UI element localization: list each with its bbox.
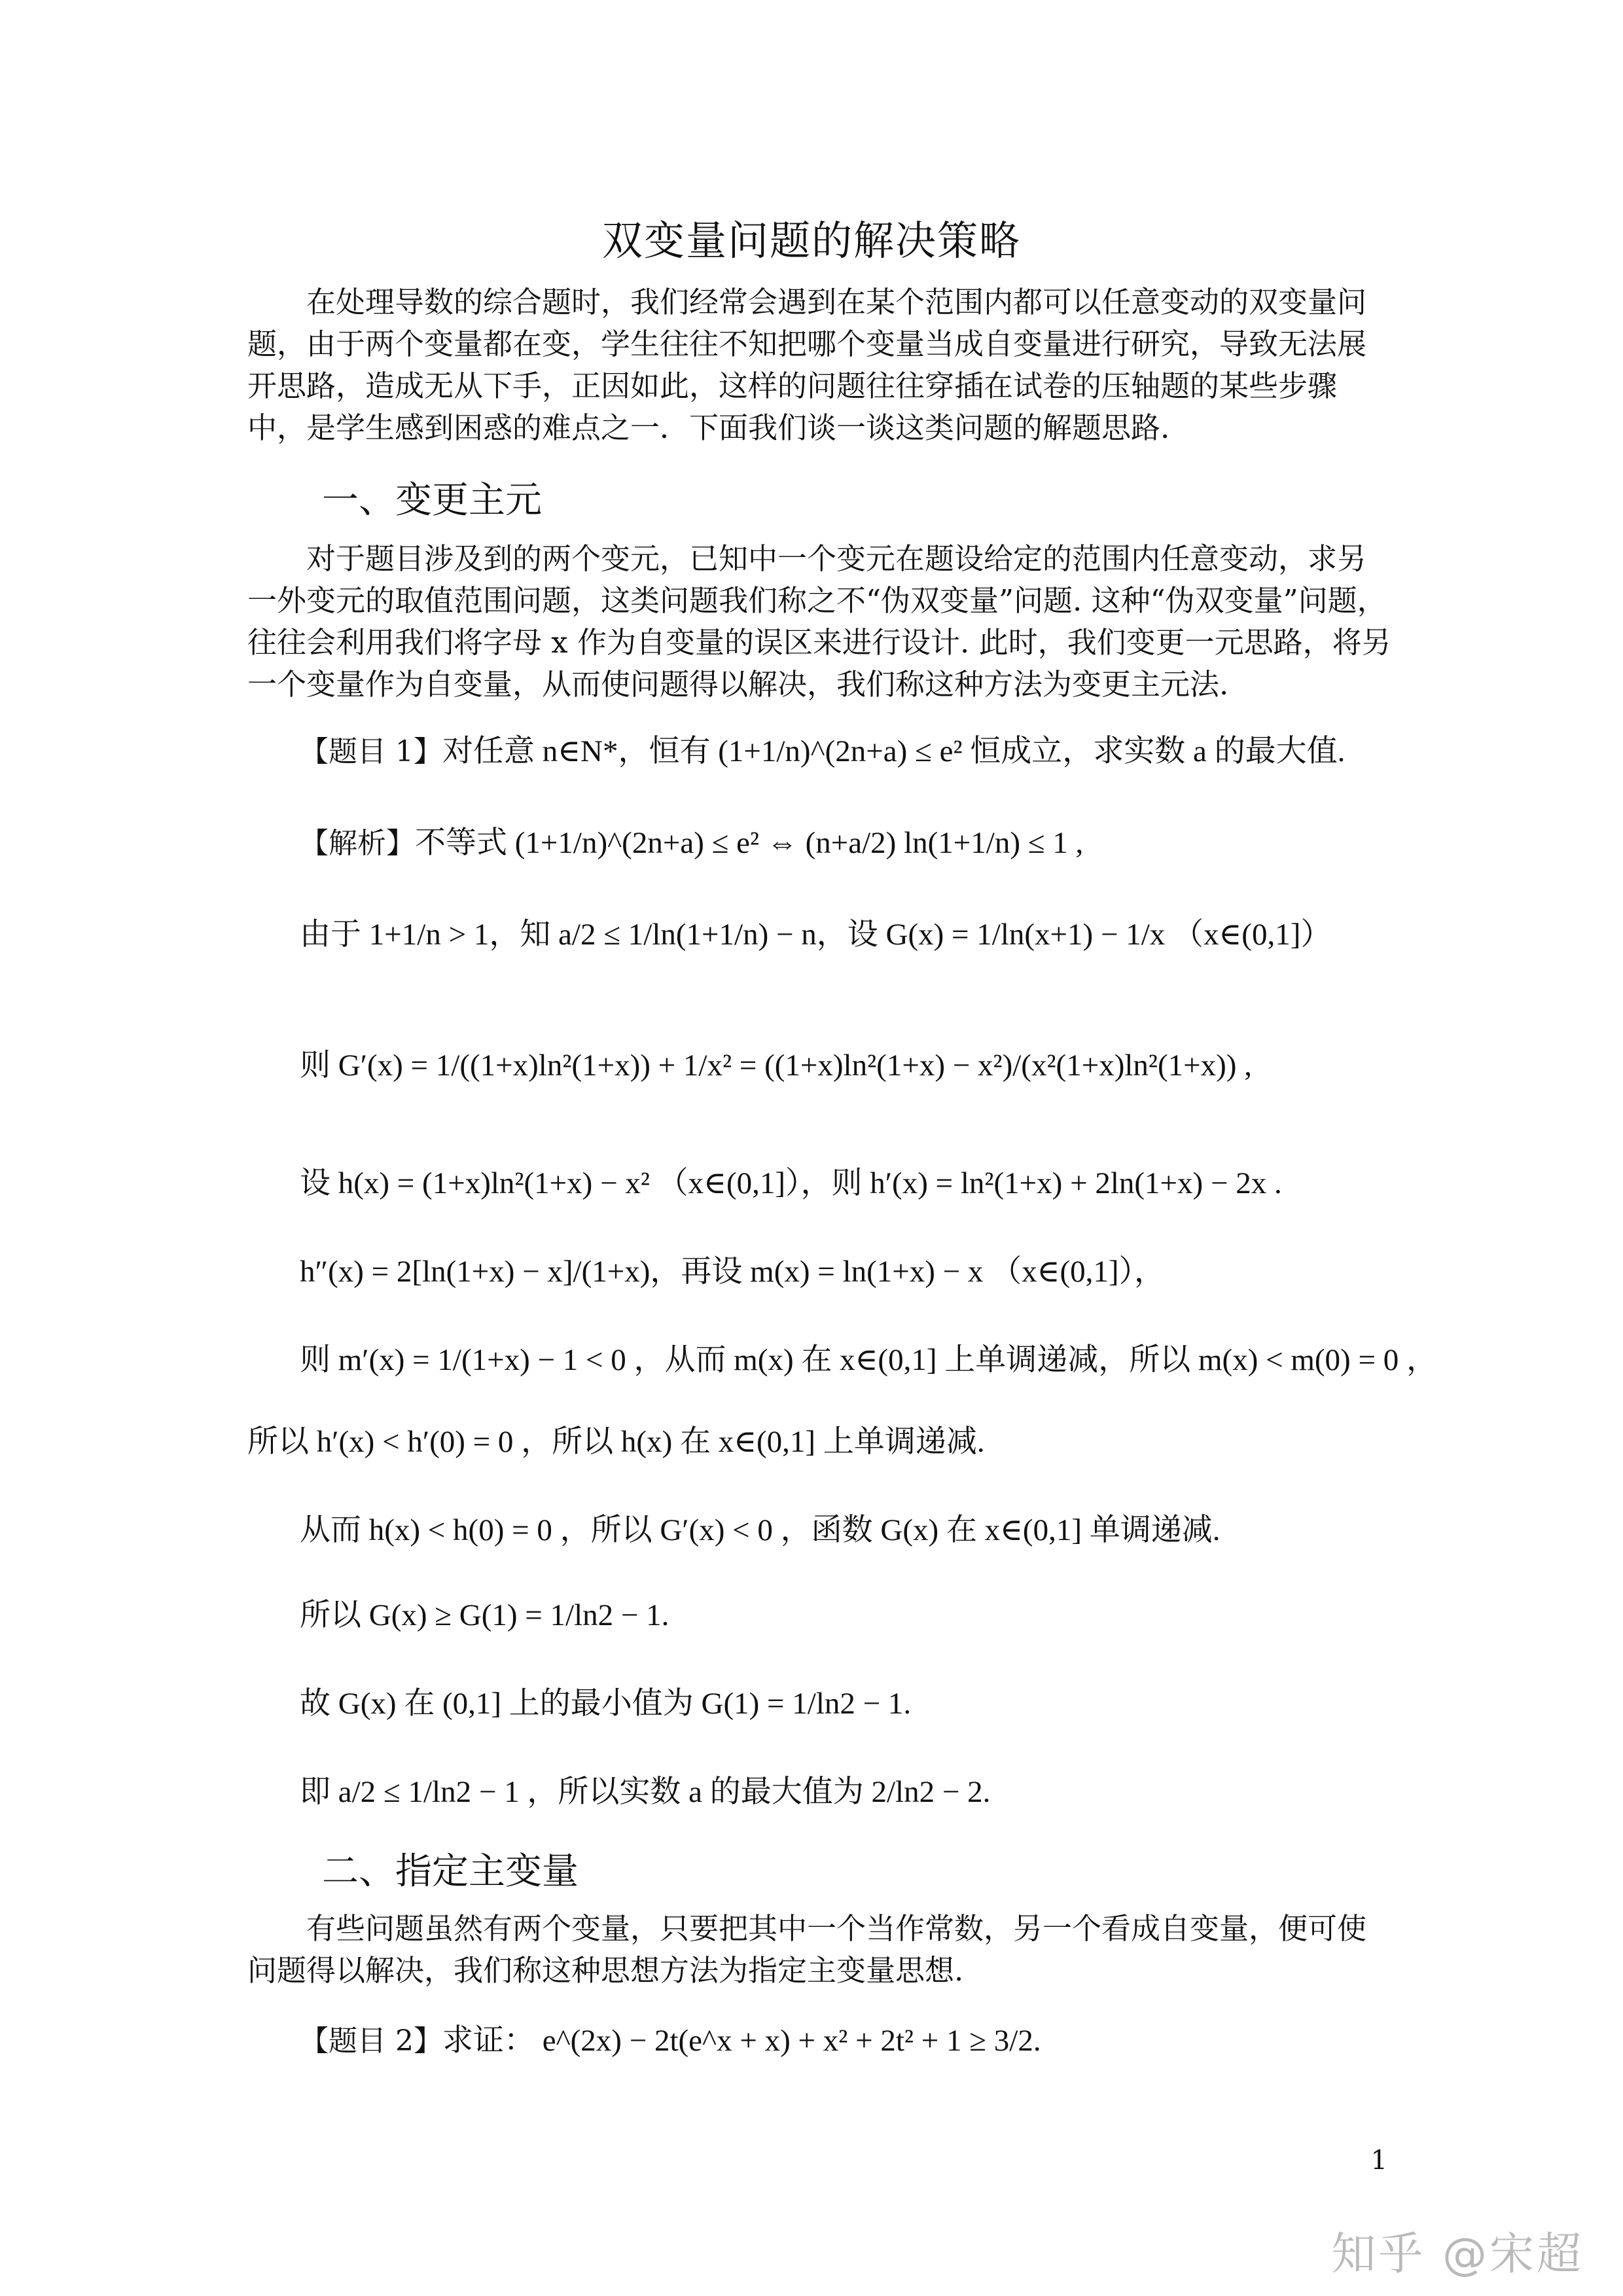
page-title: 双变量问题的解决策略 [601, 217, 1021, 264]
solution-line-5: h″(x) = 2[ln(1+x) − x]/(1+x)，再设 m(x) = ln(1+x) − x （x∈(0,1]）， [300, 1255, 1166, 1289]
problem1 [300, 726, 1345, 770]
page-number: 1 [1370, 2145, 1387, 2176]
problem1-label: 【题目 1】 [300, 735, 442, 768]
solution-line-7: 所以 h′(x) < h′(0) = 0 ，所以 h(x) 在 x∈(0,1] 上单调递减. [247, 1425, 985, 1459]
solution-line-9: 所以 G(x) ≥ G(1) = 1/ln2 − 1. [300, 1598, 669, 1632]
watermark: 知乎 @宋超 [1331, 2229, 1584, 2280]
section2-paragraph: 有些问题虽然有两个变量，只要把其中一个当作常数，另一个看成自变量，便可使问题得以解决，我们称这种思想方法为指定主变量思想. [247, 1911, 1367, 1988]
section1-paragraph: 对于题目涉及到的两个变元，已知中一个变元在题设给定的范围内任意变动，求另一外变元的取值范围问题，这类问题我们称之不“伪双变量”问题. 这种“伪双变量”问题，往往会利用我们将字母 x 作为自变量的误区来进行设计. 此时，我们变更一元思路，将另一个变量作为自变量，从而使问题得以解决，我们称这种方法为变更主元法. [247, 541, 1391, 702]
solution-line-11: 即 a/2 ≤ 1/ln2 − 1 ，所以实数 a 的最大值为 2/ln2 − 2. [300, 1775, 991, 1809]
solution-line-6: 则 m′(x) = 1/(1+x) − 1 < 0 ，从而 m(x) 在 x∈(0,1] 上单调递减，所以 m(x) < m(0) = 0 ， [300, 1343, 1437, 1377]
problem2-text: 求证： e^(2x) − 2t(e^x + x) + x² + 2t² + 1 ≥ 3/2. [442, 2024, 1041, 2058]
solution-line-1 [300, 818, 1083, 862]
solution-line-1-text: 不等式 (1+1/n)^(2n+a) ≤ e² ⇔ (n+a/2) ln(1+1/n) ≤ 1 , [415, 826, 1084, 860]
intro-paragraph: 在处理导数的综合题时，我们经常会遇到在某个范围内都可以任意变动的双变量问题，由于两个变量都在变，学生往往不知把哪个变量当成自变量进行研究，导致无法展开思路，造成无从下手，正因如此，这样的问题往往穿插在试卷的压轴题的某些步骤中，是学生感到困惑的难点之一．下面我们谈一谈这类问题的解题思路. [247, 285, 1367, 445]
solution-line-2: 由于 1+1/n > 1，知 a/2 ≤ 1/ln(1+1/n) − n，设 G(x) = 1/ln(x+1) − 1/x （x∈(0,1]） [300, 918, 1332, 952]
problem1-text: 对任意 n∈N*，恒有 (1+1/n)^(2n+a) ≤ e² 恒成立，求实数 a 的最大值. [442, 734, 1346, 768]
section1-heading: 一、变更主元 [322, 479, 542, 522]
section2-heading: 二、指定主变量 [322, 1850, 579, 1893]
problem2-label: 【题目 2】 [300, 2024, 442, 2058]
solution-line-3: 则 G′(x) = 1/((1+x)ln²(1+x)) + 1/x² = ((1+x)ln²(1+x) − x²)/(x²(1+x)ln²(1+x)) , [300, 1049, 1252, 1083]
solution-line-8: 从而 h(x) < h(0) = 0 ，所以 G′(x) < 0 ，函数 G(x) 在 x∈(0,1] 单调递减. [300, 1513, 1221, 1547]
solution-line-10: 故 G(x) 在 (0,1] 上的最小值为 G(1) = 1/ln2 − 1. [300, 1687, 912, 1721]
solution-line-4: 设 h(x) = (1+x)ln²(1+x) − x² （x∈(0,1]），则 h′(x) = ln²(1+x) + 2ln(1+x) − 2x . [300, 1166, 1282, 1200]
problem2 [300, 2016, 1041, 2060]
solution-label: 【解析】 [300, 827, 415, 860]
